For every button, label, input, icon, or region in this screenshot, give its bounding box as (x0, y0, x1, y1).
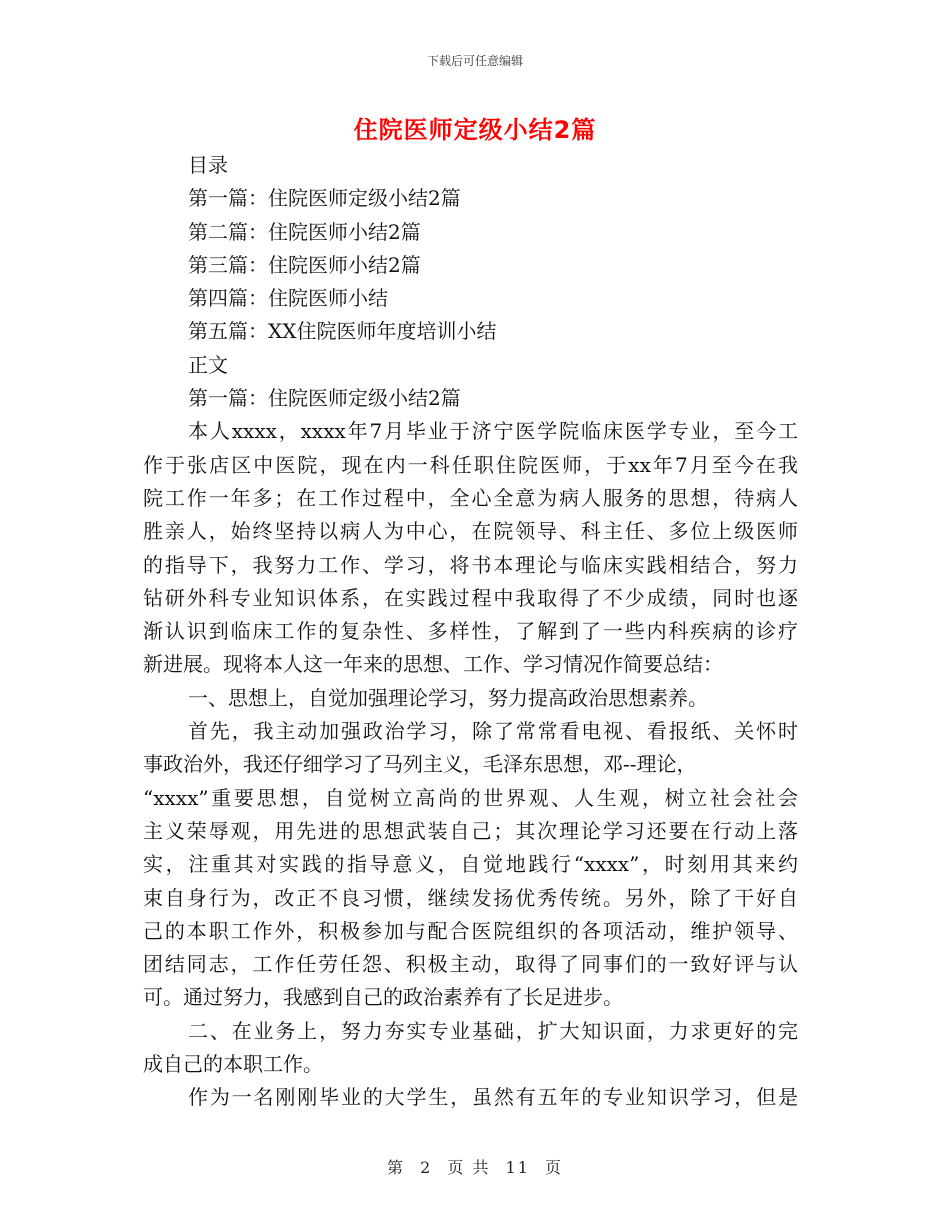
document-line: 渐认识到临床工作的复杂性、多样性，了解到了一些内科疾病的诊疗 (143, 619, 798, 644)
document-line: 本人xxxx，xxxx年7月毕业于济宁医学院临床医学专业，至今工 (188, 419, 798, 444)
document-body (143, 149, 798, 1115)
document-line: 第二篇：住院医师小结2篇 (188, 219, 421, 244)
header-note: 下载后可任意编辑 (426, 54, 523, 68)
document-line: 团结同志，工作任劳任怨、积极主动，取得了同事们的一致好评与认 (143, 952, 798, 977)
document-line: 的指导下，我努力工作、学习，将书本理论与临床实践相结合，努力 (143, 552, 798, 577)
footer-middle: 页 共 (447, 1158, 491, 1177)
document-line: 作于张店区中医院，现在内一科任职住院医师，于xx年7月至今在我 (143, 452, 798, 477)
document-line: 胜亲人，始终坚持以病人为中心，在院领导、科主任、多位上级医师 (143, 519, 798, 544)
document-line: 主义荣辱观，用先进的思想武装自己；其次理论学习还要在行动上落 (143, 818, 798, 843)
page-footer (0, 1155, 950, 1178)
document-line: 第一篇：住院医师定级小结2篇 (188, 386, 461, 411)
footer-current-page: 2 (420, 1158, 433, 1177)
document-line: 钻研外科专业知识体系，在实践过程中我取得了不少成绩，同时也逐 (143, 585, 798, 610)
document-line: 第四篇：住院医师小结 (188, 286, 388, 311)
document-line: “xxxx”重要思想，自觉树立高尚的世界观、人生观，树立社会社会 (143, 785, 798, 810)
footer-suffix: 页 (545, 1158, 564, 1177)
document-line: 作为一名刚刚毕业的大学生，虽然有五年的专业知识学习，但是 (188, 1085, 798, 1110)
document-line: 事政治外，我还仔细学习了马列主义，毛泽东思想，邓--理论， (143, 752, 697, 777)
footer-prefix: 第 (386, 1158, 405, 1177)
document-line: 一、思想上，自觉加强理论学习，努力提高政治思想素养。 (188, 685, 708, 710)
document-line: 实，注重其对实践的指导意义，自觉地践行“xxxx”，时刻用其来约 (143, 852, 798, 877)
document-line: 二、在业务上，努力夯实专业基础，扩大知识面，力求更好的完 (188, 1018, 798, 1043)
footer-total-pages: 11 (505, 1158, 530, 1177)
document-line: 成自己的本职工作。 (143, 1052, 323, 1077)
document-line: 第三篇：住院医师小结2篇 (188, 252, 421, 277)
document-line: 目录 (188, 153, 228, 177)
document-line: 院工作一年多；在工作过程中，全心全意为病人服务的思想，待病人 (143, 485, 798, 510)
document-line: 新进展。现将本人这一年来的思想、工作、学习情况作简要总结： (143, 652, 723, 677)
document-title: 住院医师定级小结2篇 (353, 116, 597, 144)
document-line: 第五篇：XX住院医师年度培训小结 (188, 319, 497, 344)
document-line: 第一篇：住院医师定级小结2篇 (188, 186, 461, 211)
document-line: 正文 (188, 352, 228, 377)
document-line: 可。通过努力，我感到自己的政治素养有了长足进步。 (143, 985, 623, 1010)
document-line: 首先，我主动加强政治学习，除了常常看电视、看报纸、关怀时 (188, 719, 798, 744)
document-line: 束自身行为，改正不良习惯，继续发扬优秀传统。另外，除了干好自 (143, 885, 798, 910)
document-line: 己的本职工作外，积极参加与配合医院组织的各项活动，维护领导、 (143, 918, 798, 943)
